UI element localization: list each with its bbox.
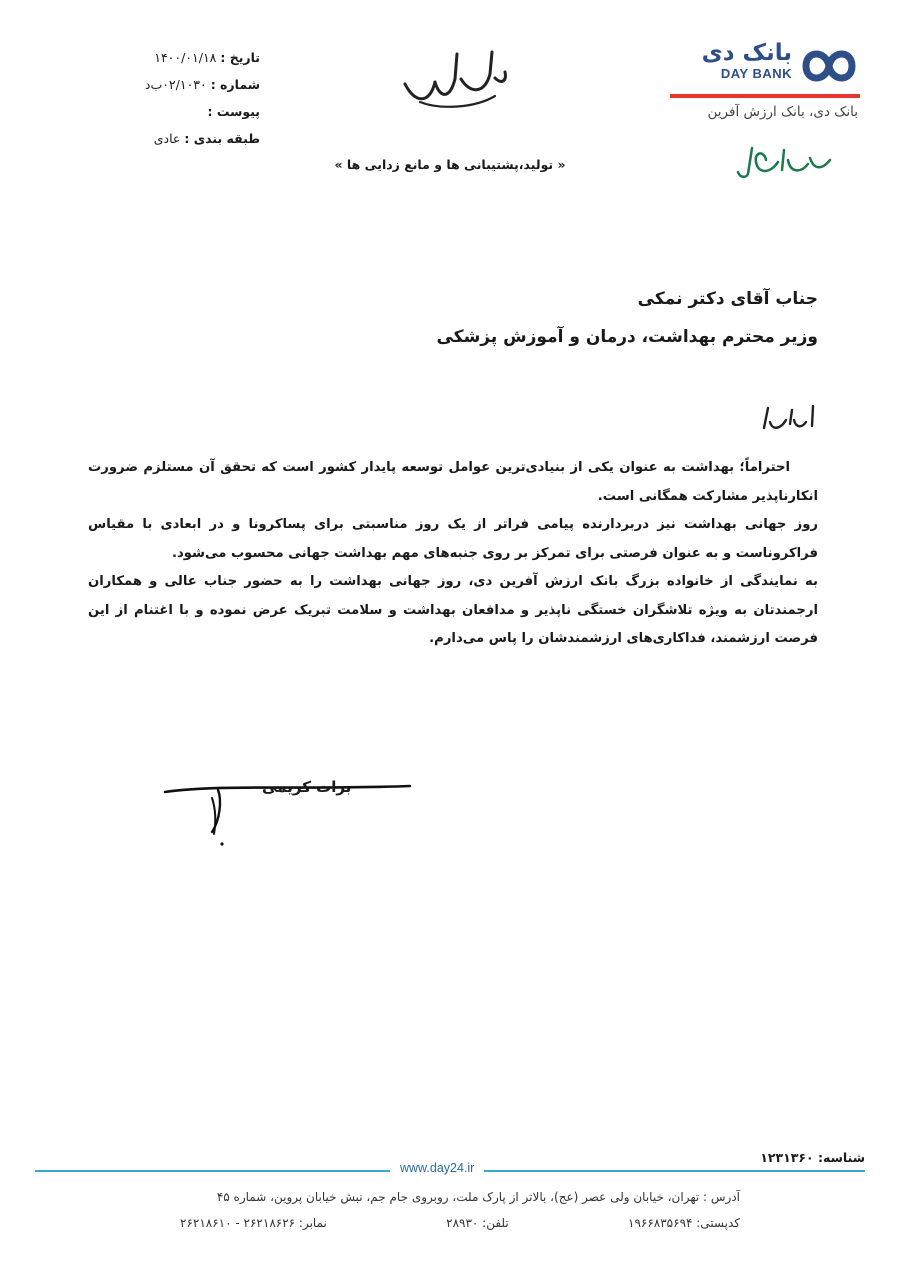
motto: « تولید،پشتیبانی ها و مانع زدایی ها »	[334, 157, 566, 172]
bank-name-fa: بانک دی	[701, 40, 792, 66]
date-label: تاریخ :	[220, 50, 260, 65]
body-paragraph-2: روز جهانی بهداشت نیز دربردارنده پیامی فراتر از یک روز مناسبتی برای پساکرونا و در ابعادی با مقیاس فراکروناست و به عنوان فرصتی برای تمرکز بر روی جنبه‌های مهم بهداشت جهانی محسوب می‌شود.	[88, 517, 818, 561]
number-row	[60, 71, 260, 98]
date-row	[60, 44, 260, 71]
classification-label: طبقه بندی :	[184, 131, 260, 146]
signatory-name: برات کریمی	[262, 778, 352, 796]
attachment-label: پیوست :	[207, 104, 260, 119]
bismillah-calligraphy	[395, 44, 515, 114]
letter-body	[88, 454, 818, 654]
addressee-title: وزیر محترم بهداشت، درمان و آموزش پزشکی	[436, 327, 818, 347]
bank-name-en: DAY BANK	[720, 66, 792, 81]
phone-number: تلفن: ۲۸۹۳۰	[446, 1216, 509, 1230]
manager-handwriting	[730, 140, 840, 180]
website-link[interactable]: www.day24.ir	[390, 1161, 484, 1175]
postal-code: کدپستی: ۱۹۶۶۸۳۵۶۹۴	[628, 1216, 740, 1230]
classification-row	[60, 125, 260, 152]
addressee	[436, 280, 818, 356]
fax-number: نمابر: ۲۶۲۱۸۶۲۶ - ۲۶۲۱۸۶۱۰	[180, 1216, 327, 1230]
number-value: ۰۲/۱۰۳۰ب‌د	[144, 77, 207, 92]
day-bank-logo-icon	[798, 44, 860, 88]
footer-contact	[180, 1216, 740, 1230]
date-value: ۱۴۰۰/۰۱/۱۸	[154, 50, 217, 65]
classification-value: عادی	[153, 131, 181, 146]
number-label: شماره :	[210, 77, 260, 92]
body-paragraph-1: احتراماً؛ بهداشت به عنوان یکی از بنیادی‌ترین عوامل توسعه پایدار کشور است که تحقق آن مستلزم ضرورت انکارناپذیر مشارکت همگانی است.	[88, 460, 818, 504]
greeting-handwriting	[758, 400, 818, 436]
attachment-row	[60, 98, 260, 125]
letter-meta	[60, 44, 260, 152]
bank-tagline: بانک دی، بانک ارزش آفرین	[707, 104, 858, 120]
footer-address: آدرس : تهران، خیابان ولی عصر (عج)، بالاتر از پارک ملت، روبروی جام جم، نبش خیابان پروین، شماره ۴۵	[216, 1190, 740, 1204]
document-id: شناسه: ۱۲۳۱۳۶۰	[760, 1150, 865, 1165]
body-paragraph-3: به نمایندگی از خانواده بزرگ بانک ارزش آفرین دی، روز جهانی بهداشت را به حضور جناب عالی و همکاران ارجمندتان به ویژه تلاشگران خستگی ناپذیر و مدافعان بهداشت و سلامت تبریک عرض نموده و با اغتنام از این فرصت ارزشمند، فداکاری‌های ارزشمندشان را پاس می‌دارم.	[88, 574, 818, 646]
signature-drawing	[160, 760, 420, 860]
addressee-name: جناب آقای دکتر نمکی	[637, 289, 818, 309]
logo-red-bar	[670, 94, 860, 98]
